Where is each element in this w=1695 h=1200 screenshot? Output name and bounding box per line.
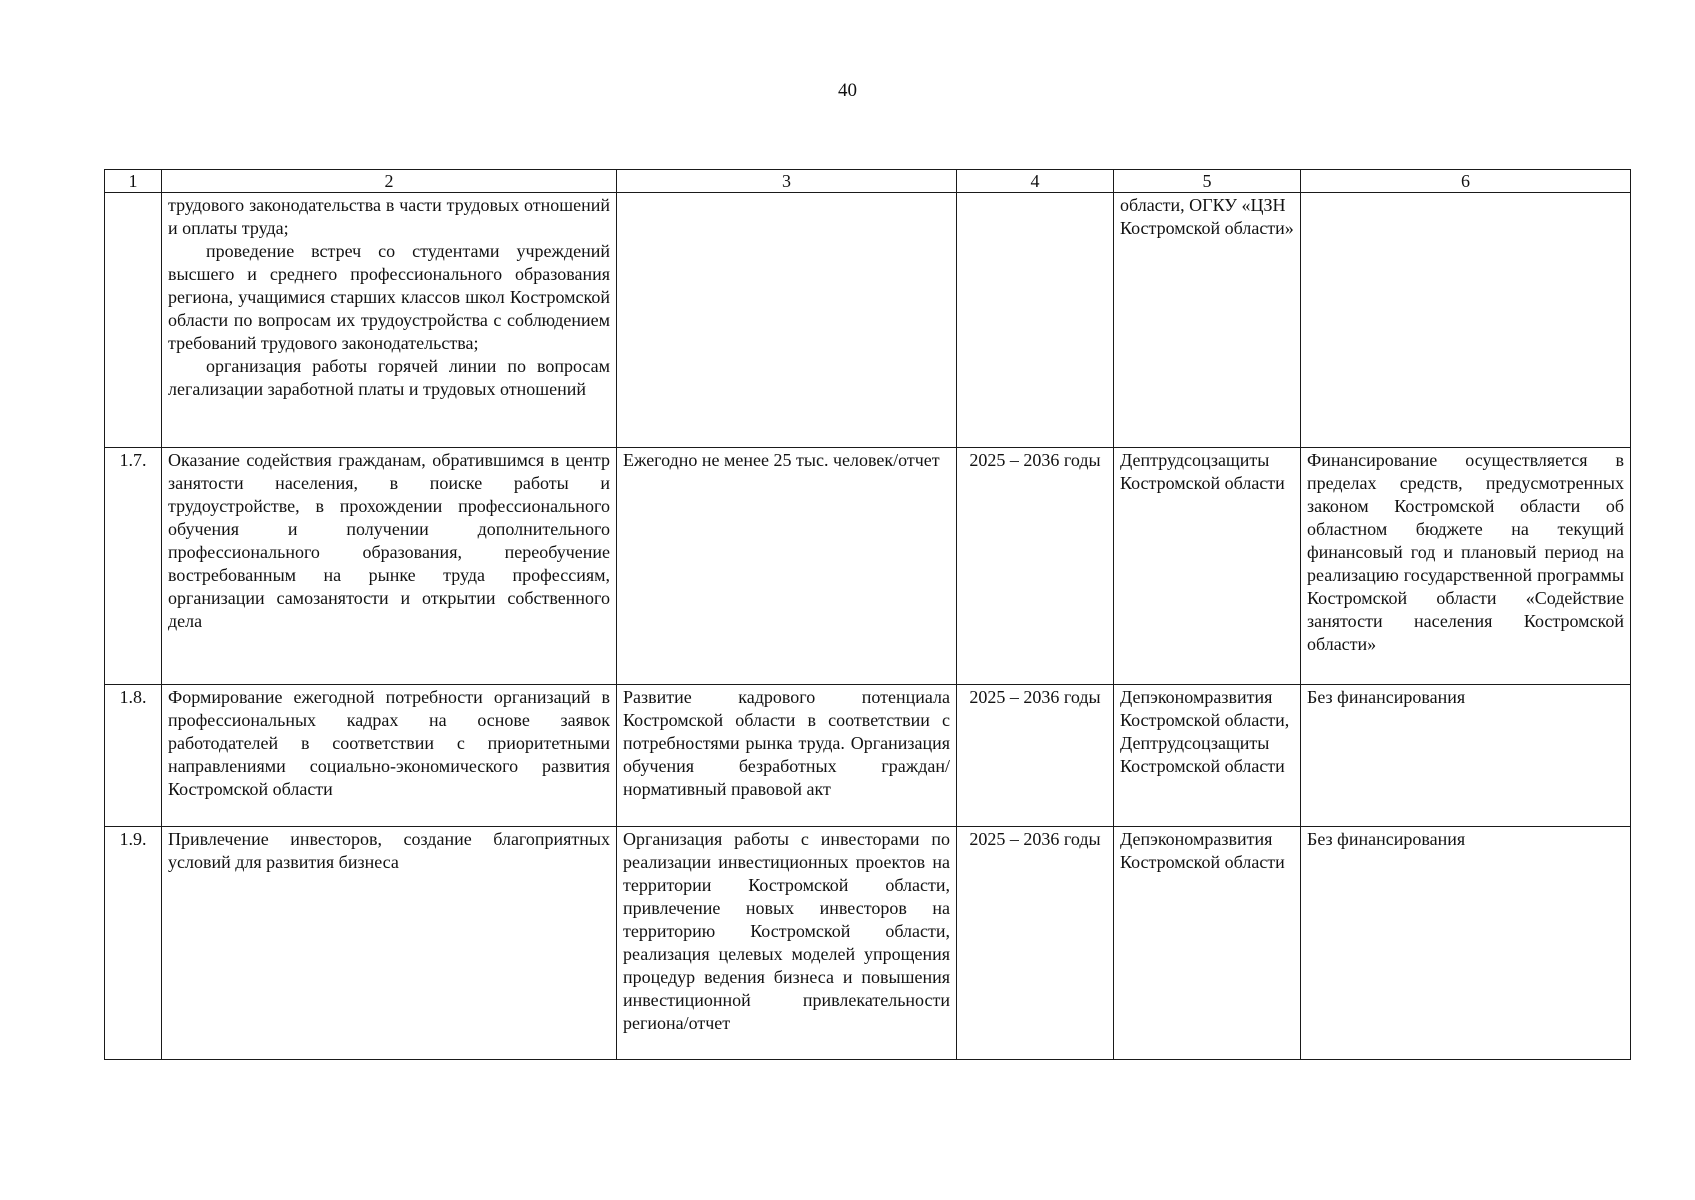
activity-paragraph: организация работы горячей линии по вопросам легализации заработной платы и трудовых отношений — [168, 356, 610, 399]
activity-cell: Привлечение инвесторов, создание благоприятных условий для развития бизнеса — [162, 827, 617, 1060]
period-cell: 2025 – 2036 годы — [957, 827, 1114, 1060]
result-cell — [617, 193, 957, 448]
responsible-cell: Депэкономразвития Костромской области, Дептрудсоцзащиты Костромской области — [1114, 685, 1301, 827]
result-cell: Ежегодно не менее 25 тыс. человек/отчет — [617, 448, 957, 685]
row-number: 1.8. — [105, 685, 162, 827]
column-header: 1 — [105, 170, 162, 193]
column-header: 2 — [162, 170, 617, 193]
row-number: 1.9. — [105, 827, 162, 1060]
activity-cell: Оказание содействия гражданам, обратившимся в центр занятости населения, в поиске работы и трудоустройстве, в прохождении профессионального обучения и получении дополнительного профессионального образования, переобучение востребованным на рынке труда профессиям, организации самозанятости и открытии собственного дела — [162, 448, 617, 685]
period-cell — [957, 193, 1114, 448]
responsible-cell: Дептрудсоцзащиты Костромской области — [1114, 448, 1301, 685]
activity-paragraph: проведение встреч со студентами учреждений высшего и среднего профессионального образования региона, учащимися старших классов школ Костромской области по вопросам их трудоустройства с соблюдением требований трудового законодательства; — [168, 241, 610, 353]
period-cell: 2025 – 2036 годы — [957, 685, 1114, 827]
financing-cell: Финансирование осуществляется в пределах средств, предусмотренных законом Костромской области об областном бюджете на текущий финансовый год и плановый период на реализацию государственной программы Костромской области «Содействие занятости населения Костромской области» — [1301, 448, 1631, 685]
row-number: 1.7. — [105, 448, 162, 685]
activity-cell: Формирование ежегодной потребности организаций в профессиональных кадрах на основе заявок работодателей в соответствии с приоритетными направлениями социально-экономического развития Костромской области — [162, 685, 617, 827]
table-header-row — [105, 170, 1631, 193]
responsible-cell: Депэкономразвития Костромской области — [1114, 827, 1301, 1060]
financing-cell: Без финансирования — [1301, 685, 1631, 827]
page-number: 40 — [838, 80, 857, 101]
financing-cell — [1301, 193, 1631, 448]
table-row — [105, 448, 1631, 685]
column-header: 4 — [957, 170, 1114, 193]
financing-cell: Без финансирования — [1301, 827, 1631, 1060]
activity-cell — [162, 193, 617, 448]
activity-paragraph: трудового законодательства в части трудовых отношений и оплаты труда; — [168, 195, 610, 238]
result-cell: Развитие кадрового потенциала Костромской области в соответствии с потребностями рынка труда. Организация обучения безработных граждан/нормативный правовой акт — [617, 685, 957, 827]
column-header: 6 — [1301, 170, 1631, 193]
table-row-continuation — [105, 193, 1631, 448]
activities-table — [104, 169, 1631, 1060]
result-cell: Организация работы с инвесторами по реализации инвестиционных проектов на территории Костромской области, привлечение новых инвесторов на территорию Костромской области, реализация целевых моделей упрощения процедур ведения бизнеса и повышения инвестиционной привлекательности региона/отчет — [617, 827, 957, 1060]
row-number-cell — [105, 193, 162, 448]
table-row — [105, 827, 1631, 1060]
table-row — [105, 685, 1631, 827]
responsible-cell: области, ОГКУ «ЦЗН Костромской области» — [1114, 193, 1301, 448]
column-header: 3 — [617, 170, 957, 193]
period-cell: 2025 – 2036 годы — [957, 448, 1114, 685]
column-header: 5 — [1114, 170, 1301, 193]
